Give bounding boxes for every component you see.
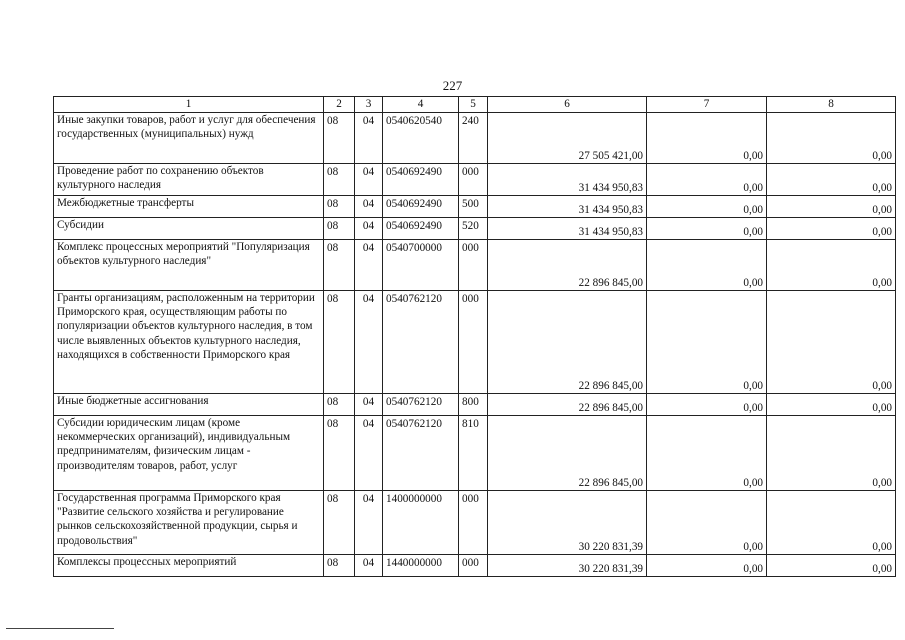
table-row <box>54 491 896 555</box>
section-code-cell: 08 <box>324 164 355 196</box>
subsection-code-cell: 04 <box>355 555 383 577</box>
amount-col7-cell: 0,00 <box>647 196 767 218</box>
expense-kind-cell: 800 <box>459 394 488 416</box>
subsection-code-cell: 04 <box>355 394 383 416</box>
subsection-code-cell: 04 <box>355 491 383 555</box>
amount-col7-cell: 0,00 <box>647 416 767 491</box>
target-code-cell: 0540692490 <box>383 218 459 240</box>
section-code-cell: 08 <box>324 416 355 491</box>
table-row <box>54 196 896 218</box>
row-name-cell: Субсидии юридическим лицам (кроме некоммерческих организаций), индивидуальным предпринимателям, физическим лицам - производителям товаров, работ, услуг <box>54 416 324 491</box>
row-name-cell: Гранты организациям, расположенным на территории Приморского края, осуществляющим работы по популяризации объектов культурного наследия, в том числе выявленных объектов культурного наследия, находящихся в собственности Приморского края <box>54 291 324 394</box>
row-name-cell: Субсидии <box>54 218 324 240</box>
amount-col6-cell: 22 896 845,00 <box>488 291 647 394</box>
column-header: 4 <box>383 97 459 113</box>
table-row <box>54 164 896 196</box>
subsection-code-cell: 04 <box>355 240 383 291</box>
table-row <box>54 240 896 291</box>
column-header: 3 <box>355 97 383 113</box>
amount-col6-cell: 22 896 845,00 <box>488 240 647 291</box>
amount-col6-cell: 31 434 950,83 <box>488 164 647 196</box>
table-row <box>54 394 896 416</box>
column-header: 6 <box>488 97 647 113</box>
page-number: 227 <box>442 78 463 93</box>
section-code-cell: 08 <box>324 240 355 291</box>
expense-kind-cell: 520 <box>459 218 488 240</box>
target-code-cell: 0540692490 <box>383 164 459 196</box>
amount-col7-cell: 0,00 <box>647 218 767 240</box>
amount-col7-cell: 0,00 <box>647 491 767 555</box>
amount-col8-cell: 0,00 <box>767 416 896 491</box>
expense-kind-cell: 000 <box>459 555 488 577</box>
expense-kind-cell: 000 <box>459 240 488 291</box>
amount-col7-cell: 0,00 <box>647 240 767 291</box>
amount-col6-cell: 27 505 421,00 <box>488 113 647 164</box>
target-code-cell: 1400000000 <box>383 491 459 555</box>
section-code-cell: 08 <box>324 218 355 240</box>
amount-col7-cell: 0,00 <box>647 113 767 164</box>
column-header: 2 <box>324 97 355 113</box>
target-code-cell: 0540762120 <box>383 416 459 491</box>
amount-col8-cell: 0,00 <box>767 291 896 394</box>
amount-col6-cell: 22 896 845,00 <box>488 416 647 491</box>
table-row <box>54 291 896 394</box>
subsection-code-cell: 04 <box>355 416 383 491</box>
expense-kind-cell: 000 <box>459 291 488 394</box>
row-name-cell: Государственная программа Приморского края "Развитие сельского хозяйства и регулирование рынков сельскохозяйственной продукции, сырья и продовольствия" <box>54 491 324 555</box>
amount-col7-cell: 0,00 <box>647 394 767 416</box>
section-code-cell: 08 <box>324 555 355 577</box>
amount-col8-cell: 0,00 <box>767 240 896 291</box>
target-code-cell: 0540700000 <box>383 240 459 291</box>
header-row <box>54 97 896 113</box>
column-header: 7 <box>647 97 767 113</box>
expense-kind-cell: 240 <box>459 113 488 164</box>
row-name-cell: Комплекс процессных мероприятий "Популяризация объектов культурного наследия" <box>54 240 324 291</box>
column-header: 5 <box>459 97 488 113</box>
section-code-cell: 08 <box>324 491 355 555</box>
column-header: 1 <box>54 97 324 113</box>
amount-col7-cell: 0,00 <box>647 555 767 577</box>
row-name-cell: Межбюджетные трансферты <box>54 196 324 218</box>
row-name-cell: Комплексы процессных мероприятий <box>54 555 324 577</box>
subsection-code-cell: 04 <box>355 218 383 240</box>
amount-col6-cell: 30 220 831,39 <box>488 555 647 577</box>
amount-col8-cell: 0,00 <box>767 196 896 218</box>
amount-col7-cell: 0,00 <box>647 291 767 394</box>
amount-col6-cell: 22 896 845,00 <box>488 394 647 416</box>
table-row <box>54 113 896 164</box>
amount-col8-cell: 0,00 <box>767 218 896 240</box>
expense-kind-cell: 000 <box>459 164 488 196</box>
amount-col6-cell: 30 220 831,39 <box>488 491 647 555</box>
amount-col7-cell: 0,00 <box>647 164 767 196</box>
target-code-cell: 0540620540 <box>383 113 459 164</box>
section-code-cell: 08 <box>324 291 355 394</box>
budget-table <box>53 96 896 577</box>
target-code-cell: 0540762120 <box>383 291 459 394</box>
target-code-cell: 1440000000 <box>383 555 459 577</box>
table-row <box>54 416 896 491</box>
table-row <box>54 218 896 240</box>
amount-col8-cell: 0,00 <box>767 164 896 196</box>
column-header: 8 <box>767 97 896 113</box>
amount-col6-cell: 31 434 950,83 <box>488 218 647 240</box>
amount-col8-cell: 0,00 <box>767 394 896 416</box>
row-name-cell: Иные закупки товаров, работ и услуг для обеспечения государственных (муниципальных) нужд <box>54 113 324 164</box>
amount-col8-cell: 0,00 <box>767 113 896 164</box>
row-name-cell: Иные бюджетные ассигнования <box>54 394 324 416</box>
footer-rule <box>6 628 114 629</box>
row-name-cell: Проведение работ по сохранению объектов культурного наследия <box>54 164 324 196</box>
section-code-cell: 08 <box>324 394 355 416</box>
expense-kind-cell: 810 <box>459 416 488 491</box>
expense-kind-cell: 000 <box>459 491 488 555</box>
amount-col8-cell: 0,00 <box>767 555 896 577</box>
amount-col6-cell: 31 434 950,83 <box>488 196 647 218</box>
table-row <box>54 555 896 577</box>
amount-col8-cell: 0,00 <box>767 491 896 555</box>
subsection-code-cell: 04 <box>355 113 383 164</box>
target-code-cell: 0540692490 <box>383 196 459 218</box>
table-body <box>54 97 896 577</box>
section-code-cell: 08 <box>324 113 355 164</box>
target-code-cell: 0540762120 <box>383 394 459 416</box>
expense-kind-cell: 500 <box>459 196 488 218</box>
subsection-code-cell: 04 <box>355 291 383 394</box>
section-code-cell: 08 <box>324 196 355 218</box>
subsection-code-cell: 04 <box>355 196 383 218</box>
subsection-code-cell: 04 <box>355 164 383 196</box>
